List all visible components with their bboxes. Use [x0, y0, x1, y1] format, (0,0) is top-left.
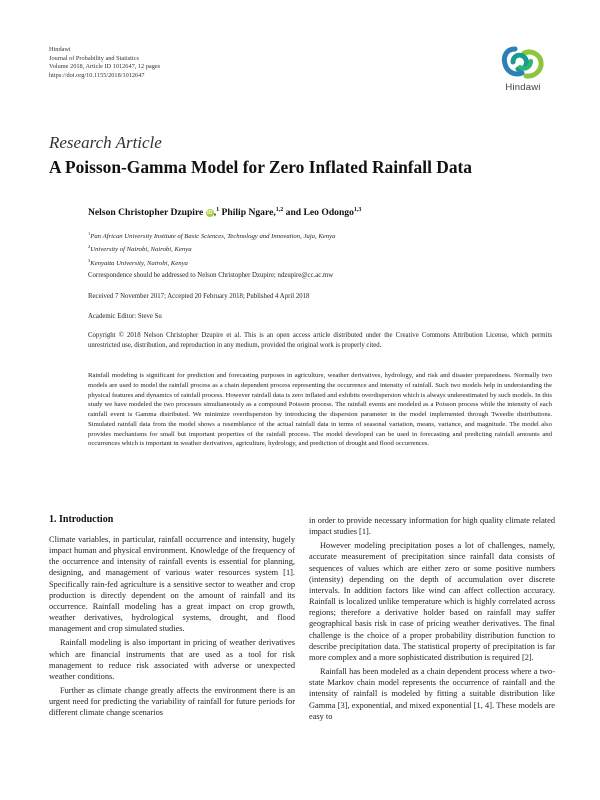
paragraph: Rainfall modeling is also important in pricing of weather derivatives which are financial instruments that are used as a tool for risk management to reduce risk associated with adverse or unexpected weather conditions. — [49, 638, 295, 681]
publication-dates: Received 7 November 2017; Accepted 20 February 2018; Published 4 April 2018 — [88, 293, 310, 300]
abstract: Rainfall modeling is significant for prediction and forecasting purposes in agriculture, weather derivatives, hydrology, and risk and disaster preparedness. Normally two models are used to model the rainfall process as a chain dependent process representing the occurrence and intensity of rainfall. Such two models help in understanding the physical features and dynamics of rainfall process. However rainfall data is zero inflated and exhibits overdispersion which is always underestimated by such models. In this study we have modeled the two processes simultaneously as a compound Poisson process. The rainfall events are modeled as a Poisson process while the intensity of each rainfall event is Gamma distributed. We minimize overdispersion by introducing the dispersion parameter in the model implemented through Tweedie distributions. Simulated rainfall data from the model shows a resemblance of the actual rainfall data in terms of seasonal variation, means, variance, and magnitude. The model also provides mechanisms for small but important properties of the rainfall process. The model developed can be used in forecasting and predicting rainfall amounts and occurrences which is important in weather derivatives, agriculture, hydrology, and prediction of drought and flood occurrences. — [88, 372, 552, 448]
affiliation-text: University of Nairobi, Nairobi, Kenya — [90, 246, 192, 254]
author-separator: , — [213, 207, 217, 219]
affiliations — [88, 229, 335, 269]
paragraph: in order to provide necessary information for high quality climate related impact studies [1]. — [309, 516, 555, 537]
orcid-icon[interactable]: iD — [206, 210, 213, 217]
author-affil-ref: 1,3 — [353, 207, 362, 213]
correspondence: Correspondence should be addressed to Nelson Christopher Dzupire; ndzupire@cc.ac.mw — [88, 272, 334, 279]
affiliation-text: Pan African University Institute of Basic Sciences, Technology and Innovation, Juja, Kenya — [90, 233, 336, 241]
hindawi-logo-icon — [501, 45, 545, 81]
paragraph: However modeling precipitation poses a lot of challenges, namely, accurate measurement of precipitation since rainfall data consists of sequences of values which are either zero or some positive numbers (intensity) depending on the depth of accumulation over discrete intervals. In addition factors like wind can affect collection accuracy. Rainfall is localized unlike temperature which is highly correlated across regions; therefore a derivative holder based on rainfall may suffer geographical basis risk in case of pricing weather derivatives. The final challenge is the choice of a proper probability distribution function to describe precipitation data. The statistical property of precipitation is far more complex and a more sophisticated distribution is required [2]. — [309, 541, 555, 662]
affiliation — [88, 242, 335, 255]
author-affil-ref: 1 — [216, 207, 220, 213]
paragraph: Further as climate change greatly affects the environment there is an urgent need for predicting the variability of rainfall for future periods for different climate change scenarios — [49, 686, 295, 718]
copyright-notice: Copyright © 2018 Nelson Christopher Dzupire et al. This is an open access article distributed under the Creative Commons Attribution License, which permits unrestricted use, distribution, and reproduction in any medium, provided the original work is properly cited. — [88, 332, 552, 349]
affiliation — [88, 229, 335, 242]
section-heading: 1. Introduction — [49, 514, 114, 525]
affiliation — [88, 256, 335, 269]
logo-text: Hindawi — [505, 82, 541, 93]
affiliation-number: 3 — [88, 257, 91, 263]
affiliation-text: Kenyatta University, Nairobi, Kenya — [90, 260, 188, 268]
body-column-left — [49, 534, 295, 722]
hindawi-logo — [497, 45, 549, 93]
doi-link[interactable]: https://doi.org/10.1155/2018/1012647 — [49, 71, 145, 79]
body-column-right — [309, 515, 555, 725]
paragraph: Rainfall has been modeled as a chain dependent process where a two-state Markov chain model represents the occurrence of rainfall and the intensity of rainfall is modeled by fitting a suitable distribution like Gamma [3], exponential, and mixed exponential [1, 4]. These models are easy to — [309, 667, 555, 721]
publisher-name: Hindawi — [49, 46, 71, 53]
article-type: Research Article — [49, 133, 162, 152]
affiliation-number: 1 — [88, 231, 91, 236]
article-title: A Poisson-Gamma Model for Zero Inflated Rainfall Data — [49, 157, 472, 177]
author-conjunction: and — [285, 207, 302, 219]
journal-meta — [49, 46, 160, 80]
academic-editor: Academic Editor: Steve Su — [88, 313, 162, 320]
volume-info: Volume 2018, Article ID 1012647, 12 pages — [49, 63, 161, 71]
author-name: Nelson Christopher Dzupire — [88, 207, 204, 219]
paragraph: Climate variables, in particular, rainfall occurrence and intensity, hugely impact human and physical environment. Knowledge of the frequency of the occurrence and intensity of rainfall events is essential for planning, designing, and management of various water resources system [1]. Specifically rain-fed agriculture is a sensitive sector to weather and crop production is directly dependent on the amount of rainfall and its occurrence. Rainfall modeling has a great impact on crop growth, weather derivatives, hydrological systems, drought, and flood management and crop simulated studies. — [49, 535, 295, 634]
affiliation-number: 2 — [88, 244, 91, 250]
author-list — [88, 207, 361, 218]
author-name: Philip Ngare, — [221, 207, 276, 219]
author-name: Leo Odongo — [303, 207, 354, 219]
journal-name: Journal of Probability and Statistics — [49, 54, 139, 62]
author-affil-ref: 1,2 — [275, 207, 284, 213]
